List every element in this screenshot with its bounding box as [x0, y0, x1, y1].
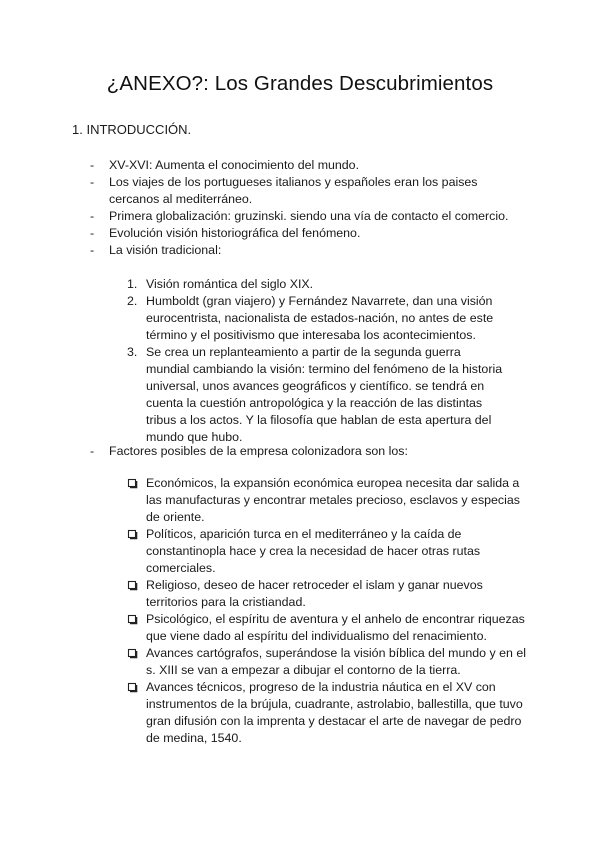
- checkbox-icon: [127, 580, 138, 591]
- numbered-item: [127, 293, 507, 344]
- dash-bullet: -: [90, 175, 95, 189]
- list-item: [90, 174, 530, 208]
- dash-bullet: -: [90, 158, 95, 172]
- list-item-text: Primera globalización: gruzinski. siendo una vía de contacto el comercio.: [109, 209, 509, 223]
- numbered-item-text: Se crea un replanteamiento a partir de la segunda guerra mundial cambiando la visión: termino del fenómeno de la historia universal, unos avances geográficos y científico. se tendrá en cuenta la cuestión antropológica y la reacción de las distintas tribus a los actos. Y la filosofía que hablan de esta apertura del mundo que hubo.: [146, 345, 503, 444]
- factor-item: [127, 577, 530, 611]
- dash-bullet: -: [90, 226, 95, 240]
- section-heading: 1. INTRODUCCIÓN.: [72, 122, 192, 137]
- checkbox-icon: [127, 529, 138, 540]
- list-item: [90, 242, 530, 259]
- page-title: ¿ANEXO?: Los Grandes Descubrimientos: [106, 72, 494, 95]
- item-number: 1.: [127, 277, 138, 291]
- factor-text: Religioso, deseo de hacer retroceder el islam y ganar nuevos territorios para la cristiandad.: [146, 578, 483, 609]
- list-item-text: Evolución visión historiográfica del fenómeno.: [109, 226, 361, 240]
- dash-bullet: -: [90, 243, 95, 257]
- list-item-text: Factores posibles de la empresa colonizadora son los:: [109, 444, 408, 458]
- factor-text: Avances cartógrafos, superándose la visión bíblica del mundo y en el s. XIII se van a empezar a dibujar el contorno de la tierra.: [146, 646, 526, 677]
- numbered-item: [127, 276, 507, 293]
- factor-item: [127, 526, 530, 577]
- factor-item: [127, 475, 530, 526]
- checkbox-icon: [127, 614, 138, 625]
- checkbox-icon: [127, 478, 138, 489]
- intro-list: [90, 157, 530, 259]
- traditional-vision-list: [127, 276, 507, 446]
- dash-bullet: -: [90, 209, 95, 223]
- factor-text: Avances técnicos, progreso de la industria náutica en el XV con instrumentos de la brújula, cuadrante, astrolabio, ballestilla, que tuvo gran difusión con la imprenta y destacar el arte de navegar de pedro de medina, 1540.: [146, 680, 523, 745]
- factor-item: [127, 679, 530, 747]
- list-item: [90, 225, 530, 242]
- list-item: [90, 157, 530, 174]
- factor-item: [127, 611, 530, 645]
- factor-text: Económicos, la expansión económica europea necesita dar salida a las manufacturas y encontrar metales precioso, esclavos y especias de oriente.: [146, 476, 520, 524]
- checkbox-icon: [127, 682, 138, 693]
- list-item: [90, 208, 530, 225]
- numbered-item-text: Humboldt (gran viajero) y Fernández Navarrete, dan una visión eurocentrista, nacionalista de estados-nación, no antes de este término y el positivismo que interesaba los acontecimientos.: [146, 294, 494, 342]
- list-item-text: XV-XVI: Aumenta el conocimiento del mundo.: [109, 158, 360, 172]
- item-number: 3.: [127, 345, 138, 359]
- list-item-text: Los viajes de los portugueses italianos y españoles eran los paises cercanos al mediterráneo.: [109, 175, 478, 206]
- item-number: 2.: [127, 294, 138, 308]
- dash-bullet: -: [90, 444, 95, 458]
- numbered-item-text: Visión romántica del siglo XIX.: [146, 277, 314, 291]
- numbered-item: [127, 344, 507, 446]
- factor-item: [127, 645, 530, 679]
- checkbox-icon: [127, 648, 138, 659]
- factor-text: Políticos, aparición turca en el mediterráneo y la caída de constantinopla hace y crea la necesidad de hacer otras rutas comerciales.: [146, 527, 481, 575]
- list-item: [90, 443, 530, 460]
- factor-text: Psicológico, el espíritu de aventura y el anhelo de encontrar riquezas que viene dado al espíritu del individualismo del renacimiento.: [146, 612, 525, 643]
- factors-intro-list: [90, 443, 530, 460]
- factors-list: [127, 475, 530, 747]
- list-item-text: La visión tradicional:: [109, 243, 222, 257]
